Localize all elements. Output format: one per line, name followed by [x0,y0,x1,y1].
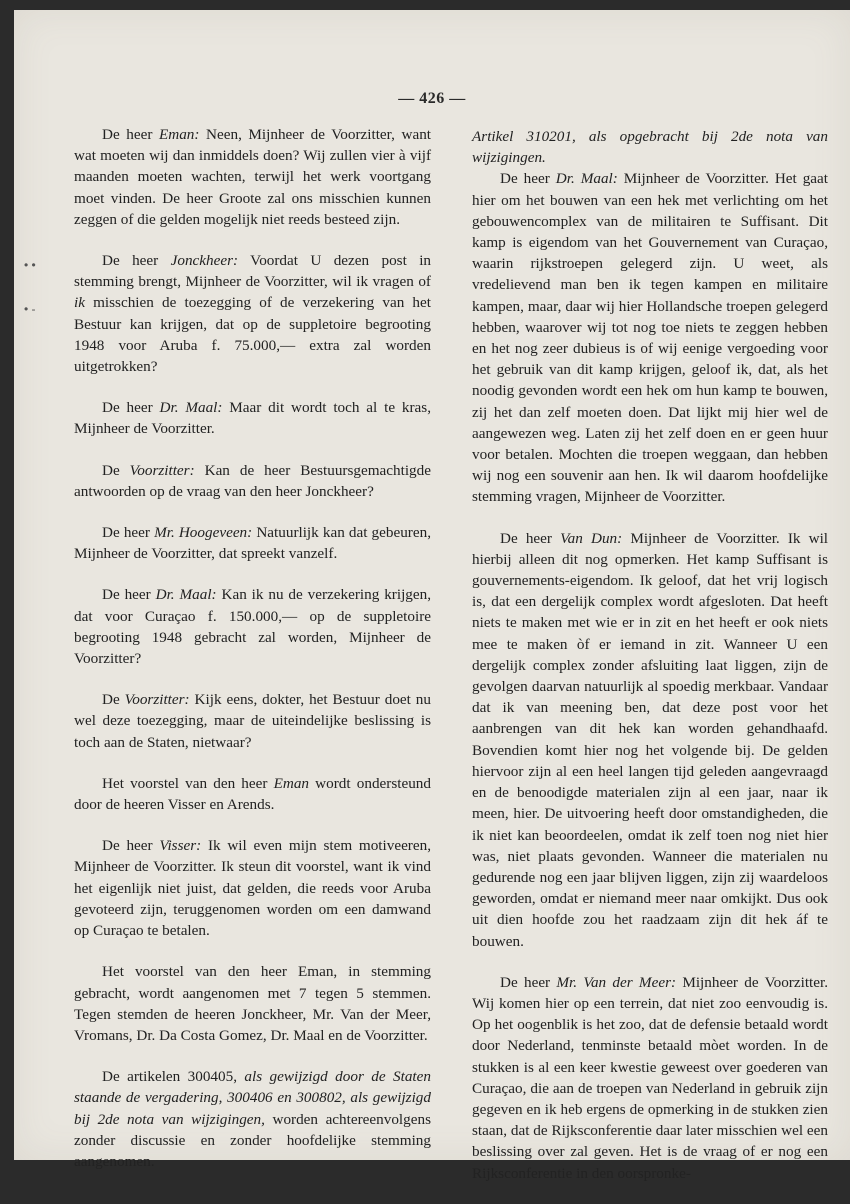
paragraph [74,460,431,502]
italic-text: Dr. Maal: [159,399,223,417]
paragraph [74,250,431,377]
italic-text: Voorzitter: [124,691,190,709]
paragraph [472,528,828,952]
italic-text: Jonckheer: [170,252,239,270]
text-run: De [102,691,125,709]
italic-text: Van Dun: [560,529,623,547]
paragraph [74,584,431,669]
text-run: De [102,461,130,479]
text-run: Natuurlijk kan dat gebeuren, Mijnheer de Voorzitter, dat spreekt vanzelf. [74,524,431,563]
text-run: De heer [102,252,171,270]
text-run: Het voorstel van den heer Eman, in stemming gebracht, wordt aangenomen met 7 tegen 5 stemmen. Tegen stemden de heeren Jonckheer, Mr. Van der Meer, Vromans, Dr. Da Costa Gomez, Dr. Maal en de Voorzitter. [74,963,431,1044]
text-run: Kijk eens, dokter, het Bestuur doet nu wel deze toezegging, maar de uiteindelijke beslissing is toch aan de Staten, nietwaar? [74,691,431,751]
italic-text: ik [74,294,85,312]
text-run: misschien de toezegging of de verzekering van het Bestuur kan krijgen, dat op de suppletoire begrooting 1948 voor Aruba f. 75.000,— extra zal worden uitgetrokken? [74,294,431,376]
text-run: Het voorstel van den heer [102,774,274,792]
italic-text: Visser: [159,837,202,855]
italic-text: Artikel 310201, als opgebracht bij 2de nota van wijzigingen. [472,128,828,167]
text-run: wordt ondersteund door de heeren Visser en Arends. [74,774,431,814]
italic-text: Eman [273,774,310,792]
italic-text: Mr. Hoogeveen: [154,524,253,542]
paragraph [472,972,828,1184]
paragraph [74,773,431,815]
text-run: Mijnheer de Voorzitter. Het gaat hier om het bouwen van een hek met verlichting om het gebouwencomplex van de militairen te Suffisant. Dit kamp is eigendom van het Gouvernement van Curaçao, waarin rijkstroepen gelegerd zijn. U weet, als vredelievend man ben ik tegen kampen en militaire kampen, maar, daar wij hier Hollandsche troepen gelegerd hebben, waarover wij tot nog toe niets te zeggen hebben en het nog zeer dubieus is of wij eenige vergoeding voor het gebruik van dit kamp krijgen, geloof ik, dat, als het noodig gevonden wordt een hek om hun kamp te bouwen, zij het dan zelf moeten doen. Dat lijkt mij hier wel de aangewezen weg. Laten zij het zelf doen en er geen huur voor betalen. Mochten die troepen weggaan, dan hebben wij nog een souvenir aan hen. Ik wil daarom hoofdelijke stemming vragen, Mijnheer de Voorzitter. [472,170,829,506]
left-column [74,124,431,1192]
text-run: Mijnheer de Voorzitter. Wij komen hier op een terrein, dat niet zoo eenvoudig is. Op het oogenblik is het zoo, dat de defensie betaald wordt door Nederland, tenminste betaald mòet worden. In de stukken is al een keer kwestie geweest over goederen van Curaçao, die aan de troepen van Nederland in gebruik zijn gegeven en ik heb ergens de opmerking in de stukken zien staan, dat de Rijksconferentie daar later misschien wel een beslissing over zal geven. Het is de vraag of er nog een Rijksconferentie in den oorspronke- [472,973,829,1182]
text-run: De heer [500,973,557,991]
margin-mark: • - [24,302,36,316]
italic-text: Voorzitter: [129,461,195,479]
text-run: Neen, Mijnheer de Voorzitter, want wat moeten wij dan inmiddels doen? Wij zullen vier à vijf maanden moeten wachten, terwijl het werk voortgang moet vinden. De heer Groote zal ons misschien kunnen zeggen of die gelden mogelijk niet reeds besteed zijn. [74,126,432,228]
right-column [472,126,828,1204]
margin-mark: • • [24,258,36,272]
paragraph [472,168,828,507]
paragraph [74,1066,431,1172]
text-run: Maar dit wordt toch al te kras, Mijnheer de Voorzitter. [74,399,431,438]
text-run: Voordat U dezen post in stemming brengt, Mijnheer de Voorzitter, wil ik vragen of [74,252,432,291]
text-run: De heer [102,126,159,143]
text-run: De heer [102,837,160,855]
text-run: worden achtereenvolgens zonder discussie en zonder hoofdelijke stemming aangenomen. [74,1110,431,1170]
text-run: Mijnheer de Voorzitter. Ik wil hierbij alleen dit nog opmerken. Het kamp Suffisant is gouvernements-eigendom. Ik geloof, dat het vrij logisch is, dat een dergelijk complex wordt afgesloten. Dat heeft niets te maken met wie er in zit en het heeft er ook niets mee te maken òf er iemand in zit. Wanneer U een dergelijk complex zonder afsluiting laat liggen, zijn de gevolgen daarvan natuurlijk al spoedig merkbaar. Vandaar dat ik van meening ben, dat deze post voor het aanbrengen van dit hek kan worden gehandhaafd. Bovendien komt hier nog het volgende bij. De gelden hiervoor zijn al een heel langen tijd geleden aangevraagd en de benoodigde materialen zijn al een jaar, naar ik meen, hier. De uitvoering heeft door omstandigheden, die ik niet kan beoordeelen, omdat ik zelf toen nog niet hier was, niet plaats gevonden. Wanneer die materialen nu gedurende nog een jaar blijven liggen, zijn zij waardeloos geworden, omdat er niemand meer naar omkijkt. Dus ook uit dien hoofde zou het raadzaam zijn dit hek áf te bouwen. [472,529,829,950]
margin-marks [24,258,36,346]
italic-text: Mr. Van der Meer: [556,973,677,991]
italic-text: Dr. Maal: [155,586,217,604]
text-run: De heer [500,529,561,547]
paragraph [74,397,431,439]
text-run: Kan de heer Bestuursgemachtigde antwoorden op de vraag van den heer Jonckheer? [74,461,431,500]
italic-text: Eman: [158,126,200,143]
paragraph [74,124,431,230]
text-run: Ik wil even mijn stem motiveeren, Mijnheer de Voorzitter. Ik steun dit voorstel, want ik vind het eigenlijk niet juist, dat gelden, die reeds voor Aruba gevoteerd zijn, teruggenomen worden om een damwand op Curaçao te betalen. [74,837,431,940]
text-run: De heer [102,399,160,417]
text-run: De artikelen 300405, [102,1068,245,1086]
text-run: De heer [102,586,156,604]
paragraph [74,835,431,941]
document-page [14,10,850,1182]
text-run: De heer [500,170,556,188]
paragraph [74,961,431,1046]
paragraph [74,522,431,564]
italic-text: Dr. Maal: [555,170,618,188]
paragraph [74,689,431,753]
text-run: De heer [102,524,155,542]
italic-text: als gewijzigd door de Staten staande de vergadering, 300406 en 300802, als gewijzigd bij 2de nota van wijzigingen, [74,1068,431,1128]
paragraph [472,126,828,168]
text-run: Kan ik nu de verzekering krijgen, dat voor Curaçao f. 150.000,— op de suppletoire begrooting 1948 gebracht zal worden, Mijnheer de Voorzitter? [74,586,432,668]
page-number: — 426 — [398,90,466,107]
